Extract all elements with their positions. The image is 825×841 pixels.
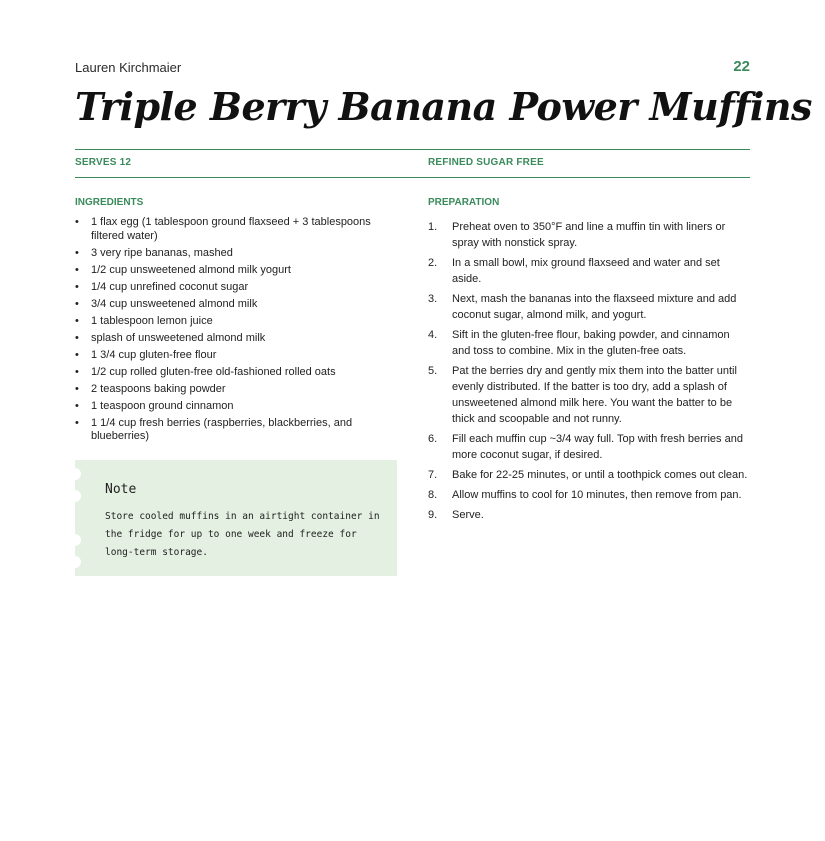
list-item: • 1/2 cup unsweetened almond milk yogurt	[75, 264, 405, 278]
step-text: Next, mash the bananas into the flaxseed mixture and add coconut sugar, almond milk, and yogurt.	[452, 293, 737, 321]
list-item	[428, 291, 750, 323]
list-item: • 1 tablespoon lemon juice	[75, 315, 405, 329]
list-item: • 3 very ripe bananas, mashed	[75, 247, 405, 261]
note-notch	[69, 490, 81, 502]
list-item: • splash of unsweetened almond milk	[75, 332, 405, 346]
list-item: • 3/4 cup unsweetened almond milk	[75, 298, 405, 312]
step-number: 2.	[428, 257, 438, 269]
list-item	[428, 327, 750, 359]
step-number: 4.	[428, 329, 438, 341]
step-number: 1.	[428, 221, 438, 233]
recipe-title: Triple Berry Banana Power Muffins	[75, 84, 812, 129]
list-item: • 1 flax egg (1 tablespoon ground flaxseed + 3 tablespoons filtered water)	[75, 216, 405, 243]
step-text: Sift in the gluten-free flour, baking powder, and cinnamon and toss to combine. Mix in the gluten-free oats.	[452, 329, 730, 357]
list-item	[428, 363, 750, 427]
note-box	[75, 460, 397, 576]
list-item: • 1 3/4 cup gluten-free flour	[75, 349, 405, 363]
list-item: • 1 1/4 cup fresh berries (raspberries, blackberries, and blueberries)	[75, 417, 405, 444]
list-item	[428, 219, 750, 251]
step-number: 3.	[428, 293, 438, 305]
step-text: Fill each muffin cup ~3/4 way full. Top with fresh berries and more coconut sugar, if desired.	[452, 433, 743, 461]
note-notch	[69, 534, 81, 546]
step-number: 6.	[428, 433, 438, 445]
list-item	[428, 487, 750, 503]
list-item: • 1 teaspoon ground cinnamon	[75, 400, 405, 414]
list-item	[428, 255, 750, 287]
step-text: Pat the berries dry and gently mix them into the batter until evenly distributed. If the batter is too dry, add a splash of unsweetened almond milk here. You want the batter to be thick and scoopable and not runny.	[452, 365, 737, 425]
page-number: 22	[733, 58, 750, 75]
step-number: 8.	[428, 489, 438, 501]
step-number: 7.	[428, 469, 438, 481]
list-item: • 2 teaspoons baking powder	[75, 383, 405, 397]
step-text: Preheat oven to 350°F and line a muffin tin with liners or spray with nonstick spray.	[452, 221, 726, 249]
author-name: Lauren Kirchmaier	[75, 60, 182, 75]
serves-label: SERVES 12	[75, 157, 132, 168]
step-text: Bake for 22-25 minutes, or until a toothpick comes out clean.	[452, 469, 748, 481]
ingredients-list	[75, 216, 405, 447]
note-notch	[69, 556, 81, 568]
top-divider	[75, 149, 750, 150]
list-item	[428, 507, 750, 523]
step-number: 9.	[428, 509, 438, 521]
diet-tag: REFINED SUGAR FREE	[428, 157, 544, 168]
preparation-list	[428, 219, 750, 527]
note-title: Note	[105, 482, 137, 497]
bottom-divider	[75, 177, 750, 178]
preparation-heading: PREPARATION	[428, 197, 500, 208]
list-item	[428, 431, 750, 463]
list-item: • 1/2 cup rolled gluten-free old-fashioned rolled oats	[75, 366, 405, 380]
step-text: In a small bowl, mix ground flaxseed and water and set aside.	[452, 257, 720, 285]
list-item: • 1/4 cup unrefined coconut sugar	[75, 281, 405, 295]
step-text: Allow muffins to cool for 10 minutes, then remove from pan.	[452, 489, 742, 501]
step-number: 5.	[428, 365, 438, 377]
list-item	[428, 467, 750, 483]
note-notch	[69, 468, 81, 480]
note-text: Store cooled muffins in an airtight container in the fridge for up to one week and freeze for long-term storage.	[105, 511, 380, 558]
ingredients-heading: INGREDIENTS	[75, 197, 144, 208]
step-text: Serve.	[452, 509, 484, 521]
